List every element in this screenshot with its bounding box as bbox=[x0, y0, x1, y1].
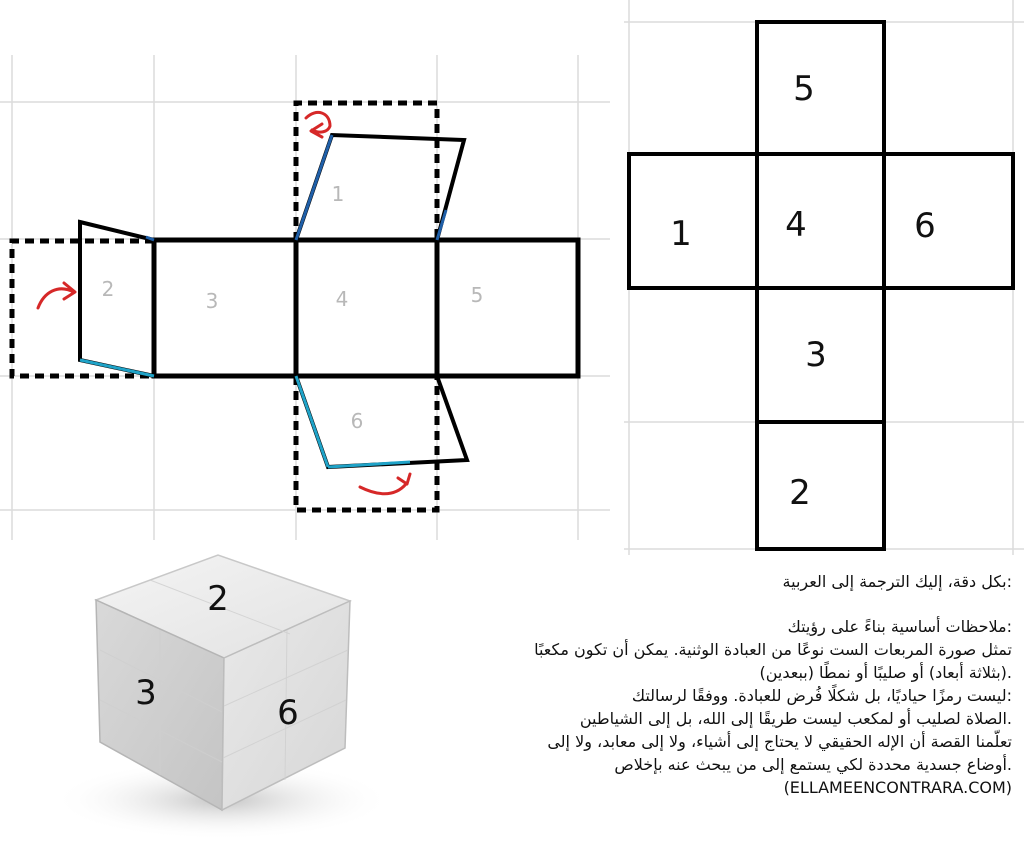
caption-heading: :ملاحظات أساسية بناءً على رؤيتك bbox=[787, 617, 1012, 636]
caption-spacer bbox=[380, 593, 1012, 615]
left-net-face-label: 4 bbox=[335, 287, 349, 311]
right-net-square-6 bbox=[884, 154, 1013, 288]
fold-edge-highlight bbox=[296, 376, 328, 467]
caption-line: تعلّمنا القصة أن الإله الحقيقي لا يحتاج إلى أشياء، ولا إلى معابد، ولا إلى bbox=[547, 732, 1012, 751]
fold-arrows bbox=[38, 112, 410, 493]
left-net-folding-face-2 bbox=[80, 222, 154, 376]
fold-edge-highlight bbox=[296, 135, 332, 240]
cube-face-label-left: 3 bbox=[135, 673, 157, 713]
left-net-face-label: 1 bbox=[331, 182, 345, 206]
left-net-face-label: 3 bbox=[205, 289, 219, 313]
left-net-grid bbox=[0, 55, 610, 540]
caption-intro: :بكل دقة، إليك الترجمة إلى العربية bbox=[782, 572, 1012, 591]
right-net-face-label: 6 bbox=[914, 206, 936, 246]
left-net-face-label: 5 bbox=[470, 283, 484, 307]
left-net bbox=[0, 55, 610, 540]
right-net-square-1 bbox=[629, 154, 757, 288]
right-net-square-4 bbox=[757, 154, 884, 288]
caption-source: (ELLAMEENCONTRARA.COM) bbox=[783, 778, 1012, 797]
left-net-dashed-outlines bbox=[12, 103, 437, 510]
right-net-square-2 bbox=[757, 422, 884, 549]
cube-face-label-right: 6 bbox=[277, 693, 299, 733]
caption-line: تمثل صورة المربعات الست نوعًا من العبادة الوثنية. يمكن أن تكون مكعبًا bbox=[534, 640, 1012, 659]
right-net-squares bbox=[629, 22, 1013, 549]
fold-arrow-icon bbox=[360, 484, 406, 494]
right-net bbox=[624, 0, 1024, 555]
right-net-square-5 bbox=[757, 22, 884, 154]
stone-cube bbox=[52, 555, 392, 840]
right-net-face-label: 3 bbox=[805, 335, 827, 375]
right-net-face-label: 2 bbox=[789, 473, 811, 513]
caption-line: :ليست رمزًا حياديًا، بل شكلًا فُرض للعبادة. ووفقًا لرسالتك bbox=[631, 686, 1012, 705]
right-net-face-label: 4 bbox=[785, 205, 807, 245]
left-net-face-label: 6 bbox=[350, 409, 364, 433]
left-net-face-label: 2 bbox=[101, 277, 115, 301]
right-net-face-label: 5 bbox=[793, 69, 815, 109]
caption-line: .الصلاة لصليب أو لمكعب ليست طريقًا إلى الله، بل إلى الشياطين bbox=[579, 709, 1012, 728]
fold-arrow-head-icon bbox=[398, 474, 410, 484]
right-net-face-label: 1 bbox=[670, 214, 692, 254]
caption-line: .(بثلاثة أبعاد) أو صليبًا أو نمطًا (ببعدين) bbox=[759, 663, 1012, 682]
arabic-caption bbox=[380, 570, 1012, 799]
cube-face-label-top: 2 bbox=[207, 579, 229, 619]
fold-arrow-icon bbox=[38, 289, 74, 308]
caption-line: .أوضاع جسدية محددة لكي يستمع إلى من يبحث عنه بإخلاص bbox=[614, 755, 1012, 774]
fold-arrow-icon bbox=[306, 112, 330, 132]
